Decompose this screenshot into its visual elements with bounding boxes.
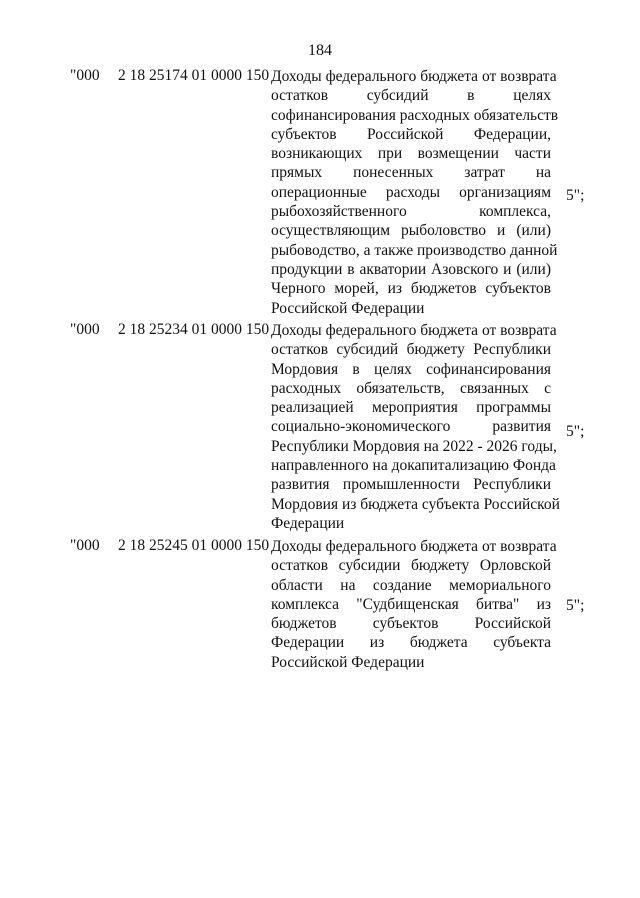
entry-admin-code: "000 xyxy=(70,537,100,554)
page-number: 184 xyxy=(308,42,332,59)
description-line: продукции в акватории Азовского и (или) xyxy=(271,260,551,278)
description-line: Российской Федерации xyxy=(271,299,425,317)
description-line: Российской Федерации xyxy=(271,653,425,671)
description-line: Черного морей, из бюджетов субъектов xyxy=(271,280,551,298)
description-line: Республики Мордовия на 2022 - 2026 годы, xyxy=(271,437,557,455)
description-line: Доходы федерального бюджета от возврата xyxy=(271,322,557,339)
description-line: реализацией мероприятия программы xyxy=(271,399,551,417)
description-line: развития промышленности Республики xyxy=(271,476,551,494)
entry-admin-code: "000 xyxy=(70,67,100,84)
description-line: возникающих при возмещении части xyxy=(271,145,551,163)
description-line: операционные расходы организациям xyxy=(271,183,551,201)
description-line: прямых понесенных затрат на xyxy=(271,164,551,182)
description-line: остатков субсидий в целях xyxy=(271,87,551,105)
description-line: Мордовия в целях софинансирования xyxy=(271,360,551,378)
description-line: субъектов Российской Федерации, xyxy=(271,125,551,143)
entry-kbk-code: 2 18 25174 01 0000 150 xyxy=(118,67,270,84)
description-line: Федерации xyxy=(271,514,345,532)
description-line: социально-экономического развития xyxy=(271,418,551,436)
description-line: направленного на докапитализацию Фонда xyxy=(271,457,556,475)
description-line: комплекса "Судбищенская битва" из xyxy=(271,595,551,613)
description-line: бюджетов субъектов Российской xyxy=(271,615,551,633)
description-line: остатков субсидий бюджету Республики xyxy=(271,341,551,359)
description-line: Мордовия из бюджета субъекта Российской xyxy=(271,495,560,513)
entry-description xyxy=(271,537,557,672)
description-line: Доходы федерального бюджета от возврата xyxy=(271,538,557,555)
entry-value: 5"; xyxy=(566,597,585,614)
entry-description xyxy=(271,321,560,533)
description-line: софинансирования расходных обязательств xyxy=(271,106,559,124)
description-line: рыбоводство, а также производство данной xyxy=(271,241,558,259)
description-line: расходных обязательств, связанных с xyxy=(271,379,551,397)
entry-value: 5"; xyxy=(566,187,585,204)
description-line: Федерации из бюджета субъекта xyxy=(271,634,551,652)
description-line: остатков субсидии бюджету Орловской xyxy=(271,557,551,575)
description-line: Доходы федерального бюджета от возврата xyxy=(271,68,557,85)
description-line: осуществляющим рыболовство и (или) xyxy=(271,222,551,240)
entry-admin-code: "000 xyxy=(70,321,100,338)
description-line: рыбохозяйственного комплекса, xyxy=(271,203,551,221)
description-line: области на создание мемориального xyxy=(271,576,551,594)
entry-kbk-code: 2 18 25234 01 0000 150 xyxy=(118,321,270,338)
entry-value: 5"; xyxy=(566,423,585,440)
entry-description xyxy=(271,67,559,318)
entry-kbk-code: 2 18 25245 01 0000 150 xyxy=(118,537,270,554)
